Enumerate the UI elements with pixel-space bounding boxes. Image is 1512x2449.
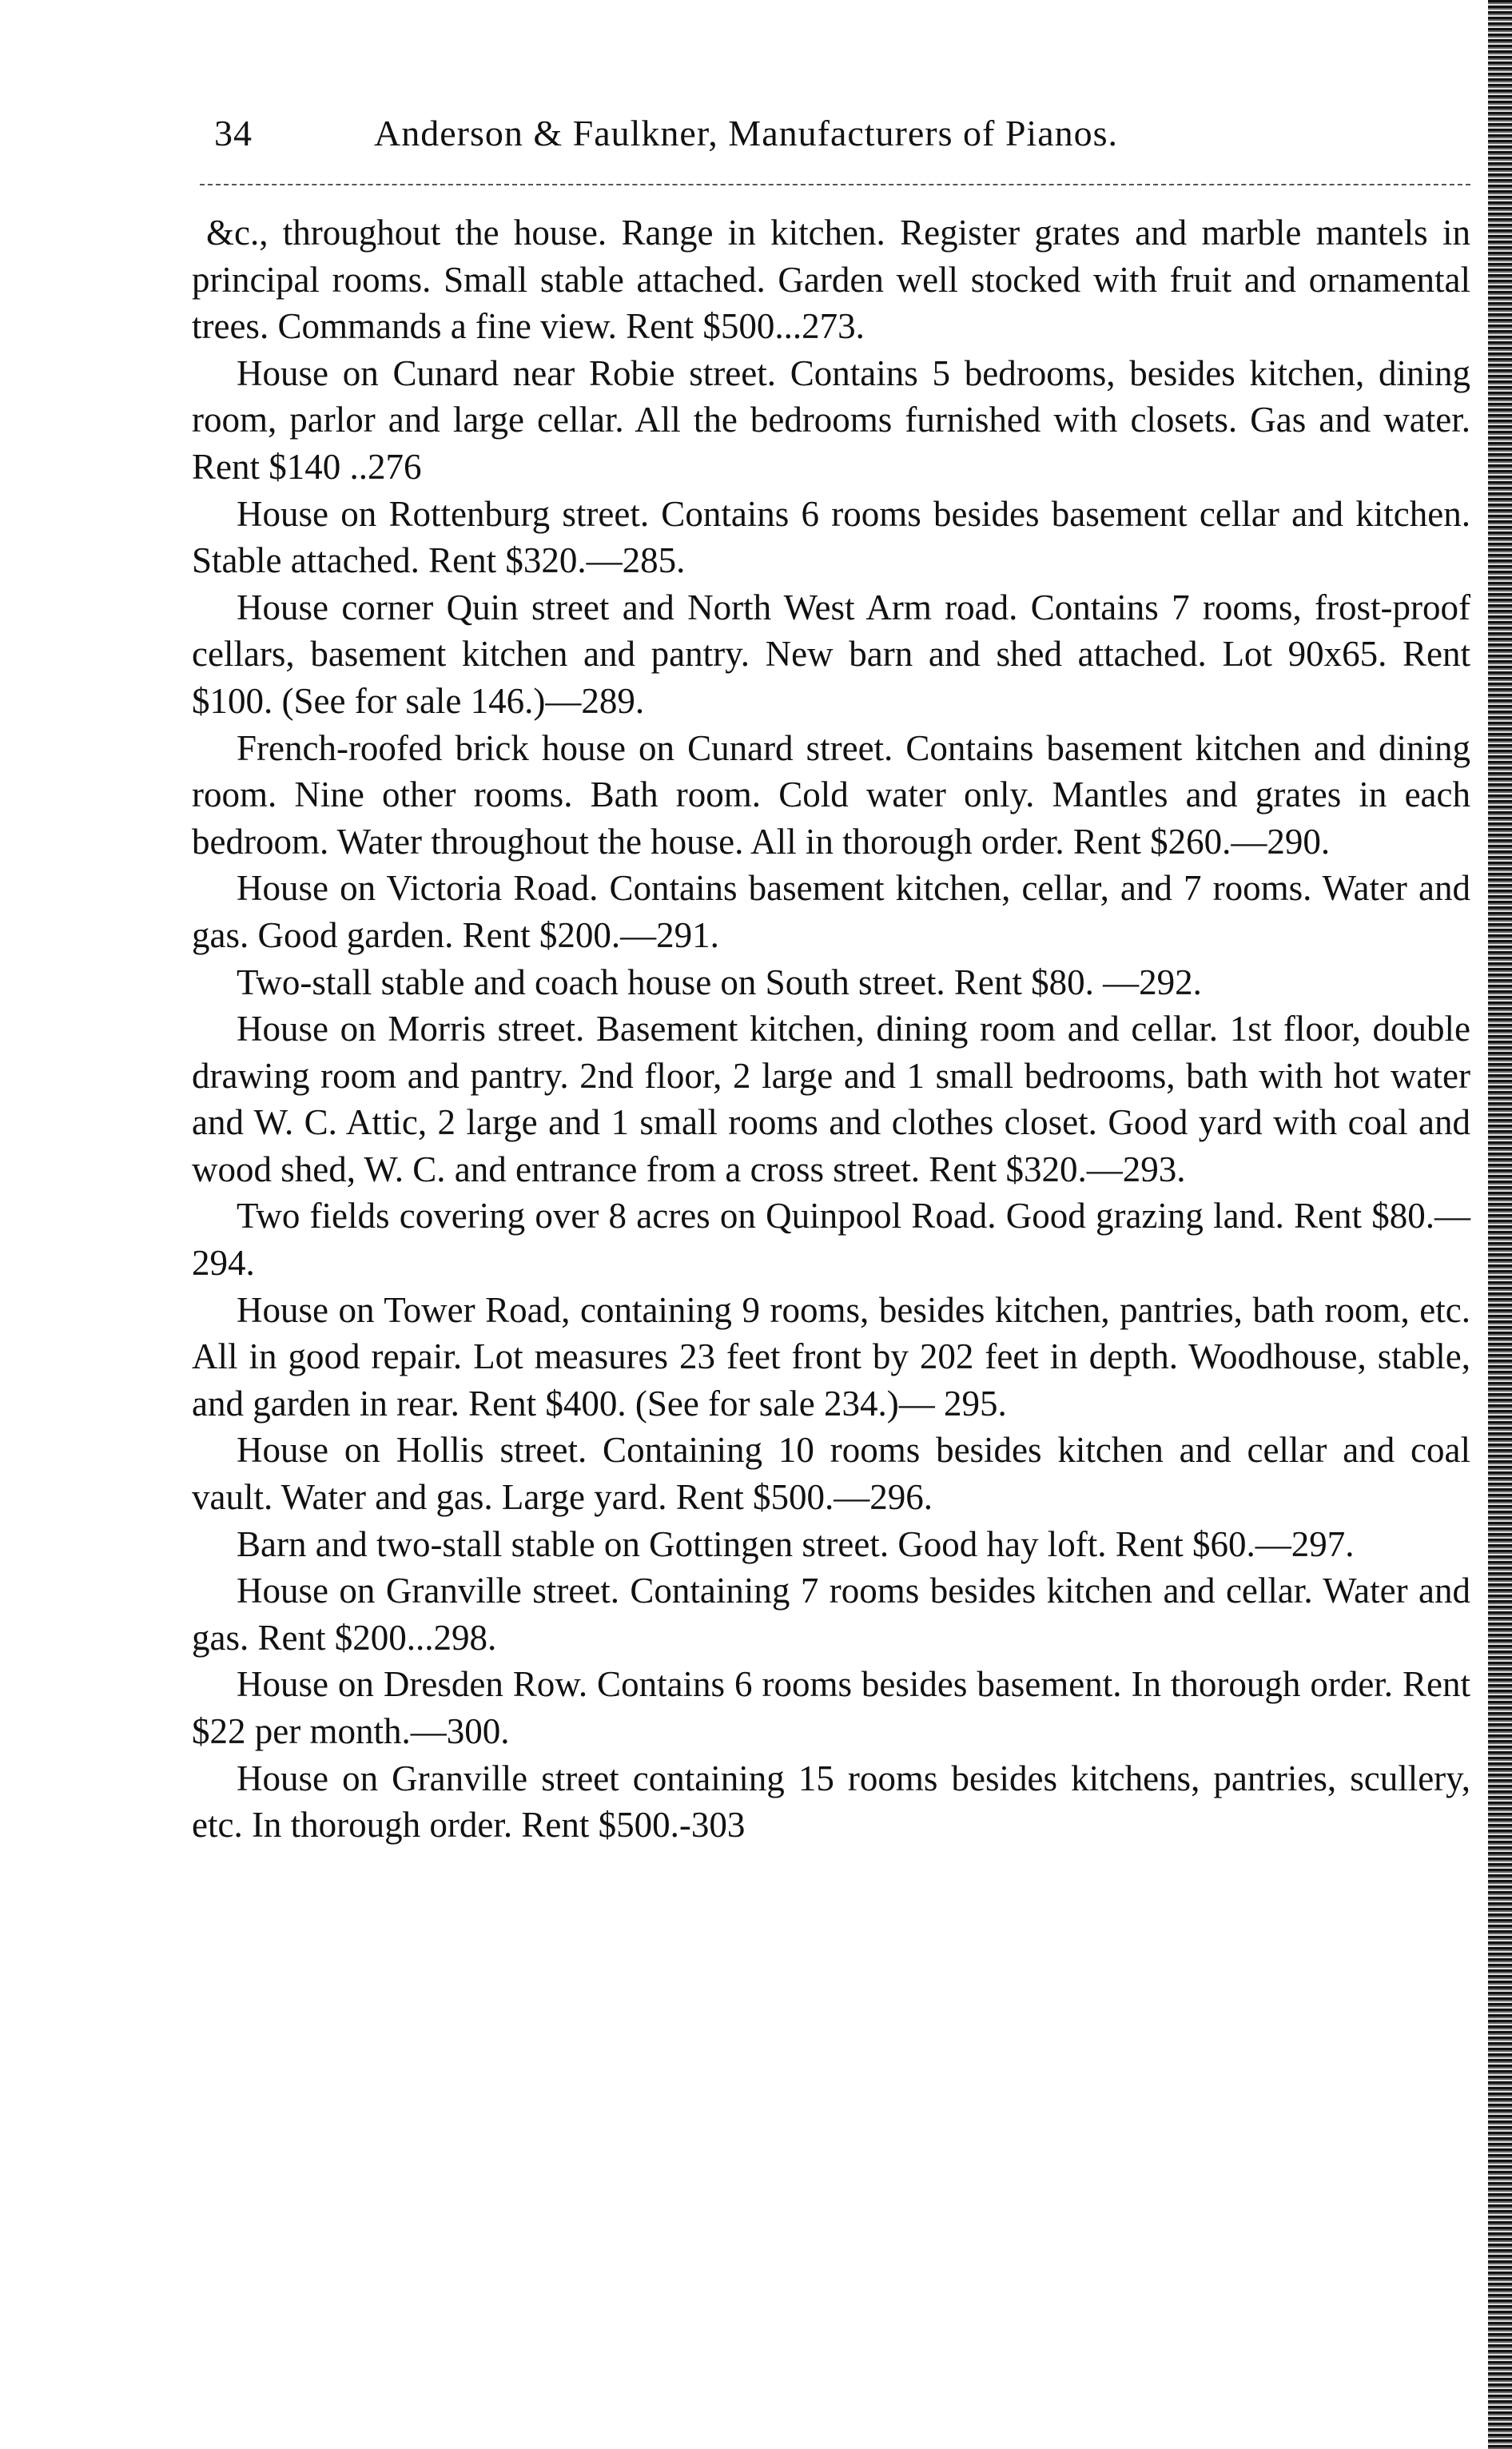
running-head-title: Anderson & Faulkner, Manufacturers of Pianos.: [374, 113, 1119, 153]
listing-entry: House on Victoria Road. Contains basement kitchen, cellar, and 7 rooms. Water and gas. Good garden. Rent $200.—291.: [192, 868, 1470, 955]
listing-entry: House corner Quin street and North West Arm road. Contains 7 rooms, frost-proof cellars, basement kitchen and pantry. New barn and shed attached. Lot 90x65. Rent $100. (See for sale 146.)—289.: [192, 587, 1470, 721]
listing-entry: House on Granville street containing 15 rooms besides kitchens, pantries, scullery, etc. In thorough order. Rent $500.-303: [192, 1758, 1470, 1846]
listing-entry: House on Tower Road, containing 9 rooms, besides kitchen, pantries, bath room, etc. All in good repair. Lot measures 23 feet front by 202 feet in depth. Woodhouse, stable, and garden in rear. Rent $400. (See for sale 234.)— 295.: [192, 1289, 1470, 1424]
listing-entry: Two fields covering over 8 acres on Quinpool Road. Good grazing land. Rent $80.—294.: [192, 1196, 1470, 1284]
listing-entry: House on Cunard near Robie street. Contains 5 bedrooms, besides kitchen, dining room, parlor and large cellar. All the bedrooms furnished with closets. Gas and water. Rent $140 ..276: [192, 352, 1470, 487]
listing-entry: House on Dresden Row. Contains 6 rooms besides basement. In thorough order. Rent $22 per month.—300.: [192, 1664, 1470, 1751]
scan-edge: [1488, 0, 1512, 2449]
listing-entry: French-roofed brick house on Cunard street. Contains basement kitchen and dining room. Nine other rooms. Bath room. Cold water only. Mantles and grates in each bedroom. Water throughout the house. All in thorough order. Rent $260.—290.: [192, 727, 1470, 862]
running-head: [214, 112, 1461, 168]
listing-entry: Two-stall stable and coach house on South street. Rent $80. —292.: [237, 962, 1202, 1002]
listing-entry: Barn and two-stall stable on Gottingen street. Good hay loft. Rent $60.—297.: [237, 1523, 1355, 1564]
listing-entry: House on Morris street. Basement kitchen, dining room and cellar. 1st floor, double drawing room and pantry. 2nd floor, 2 large and 1 small bedrooms, bath with hot water and W. C. Attic, 2 large and 1 small rooms and clothes closet. Good yard with coal and wood shed, W. C. and entrance from a cross street. Rent $320.—293.: [192, 1009, 1470, 1189]
listing-entry: House on Granville street. Containing 7 rooms besides kitchen and cellar. Water and gas. Rent $200...298.: [192, 1571, 1470, 1658]
listing-entry: &c., throughout the house. Range in kitchen. Register grates and marble mantels in principal rooms. Small stable attached. Garden well stocked with fruit and ornamental trees. Commands a fine view. Rent $500...273.: [192, 213, 1470, 347]
listing-entry: House on Rottenburg street. Contains 6 rooms besides basement cellar and kitchen. Stable attached. Rent $320.—285.: [192, 493, 1470, 581]
listings-text: [192, 209, 1470, 1849]
page-number: 34: [214, 113, 253, 153]
header-rule: [200, 184, 1470, 185]
listing-entry: House on Hollis street. Containing 10 rooms besides kitchen and cellar and coal vault. Water and gas. Large yard. Rent $500.—296.: [192, 1430, 1470, 1518]
